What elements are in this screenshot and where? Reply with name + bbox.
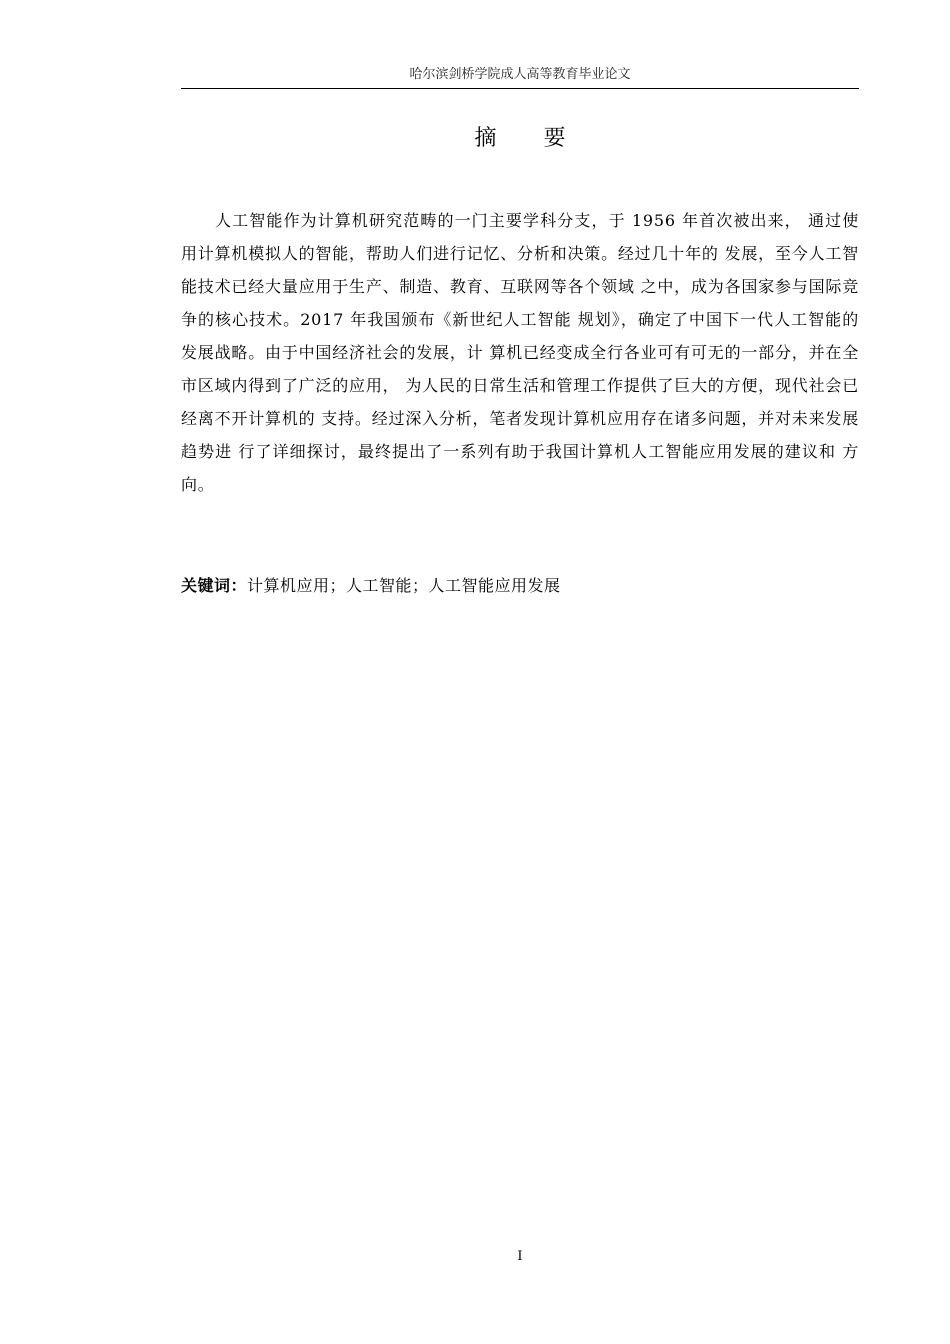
keywords-label: 关键词：: [181, 576, 248, 595]
running-header: 哈尔滨剑桥学院成人高等教育毕业论文: [409, 67, 631, 82]
keywords-line: [181, 573, 859, 599]
abstract-body: 人工智能作为计算机研究范畴的一门主要学科分支，于 1956 年首次被出来， 通过使用计算机模拟人的智能，帮助人们进行记忆、分析和决策。经过几十年的 发展，至今人工智能技术已经大量应用于生产、制造、教育、互联网等各个领域 之中，成为各国家参与国际竞争的核心技术。2017 年我国颁布《新世纪人工智能 规划》，确定了中国下一代人工智能的发展战略。由于中国经济社会的发展，计 算机已经变成全行各业可有可无的一部分，并在全市区域内得到了广泛的应用， 为人民的日常生活和管理工作提供了巨大的方便，现代社会已经离不开计算机的 支持。经过深入分析，笔者发现计算机应用存在诸多问题，并对未来发展趋势进 行了详细探讨，最终提出了一系列有助于我国计算机人工智能应用发展的建议和 方向。: [181, 211, 859, 494]
header-divider: [181, 88, 859, 89]
page-number: I: [517, 1249, 523, 1264]
abstract-title: 摘 要: [474, 126, 586, 151]
keywords-value: 计算机应用；人工智能；人工智能应用发展: [247, 576, 561, 595]
